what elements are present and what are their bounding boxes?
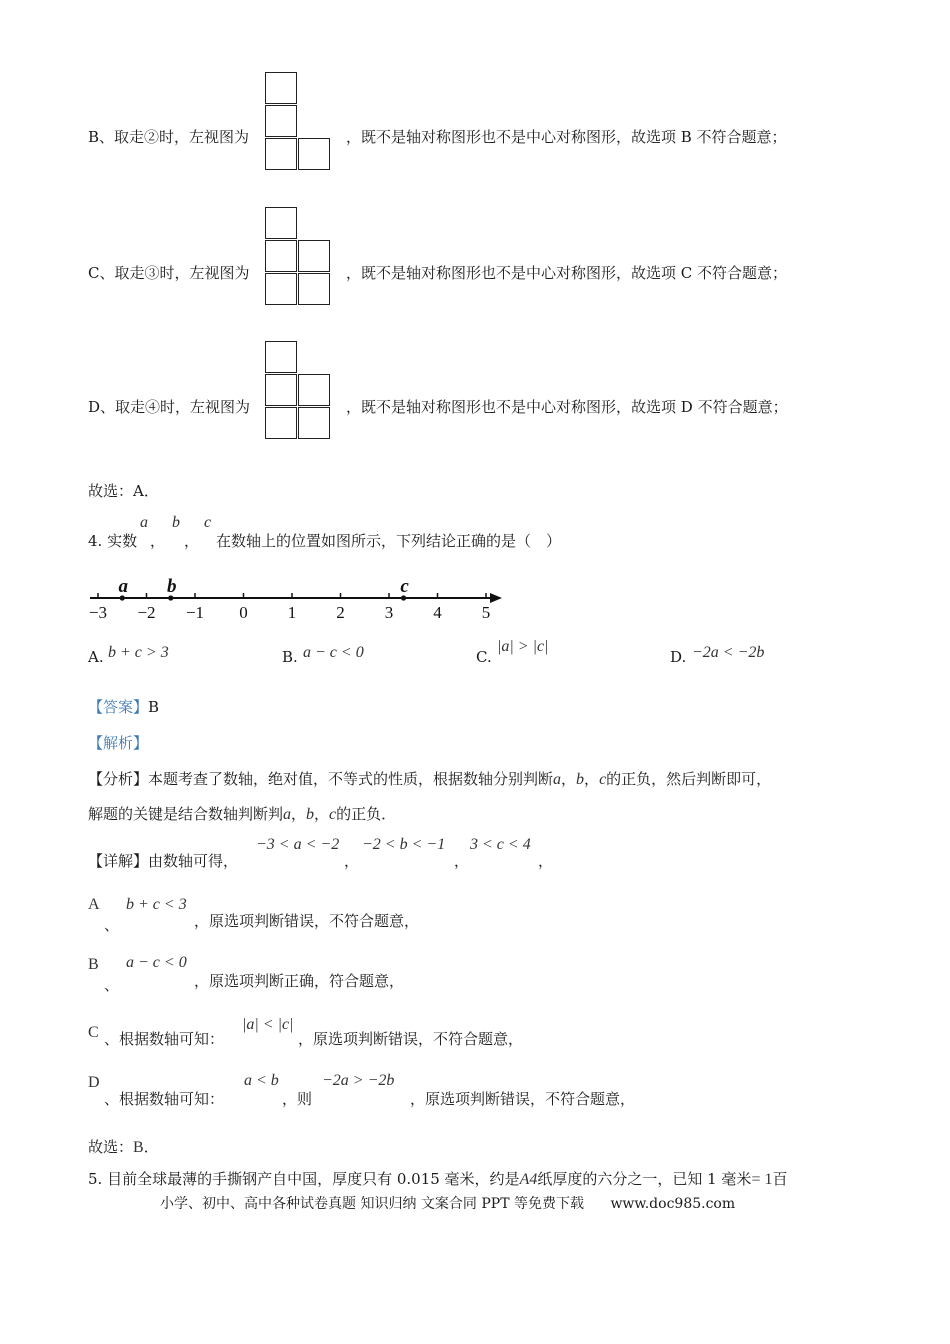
step-c-text: ，原选项判断错误，不符合题意， [298, 1030, 524, 1048]
tick-label-8: 5 [481, 603, 491, 622]
xiangjie-tag: 【详解】 [88, 852, 149, 870]
range-a: −3 < a < −2 [256, 836, 340, 853]
q4-option-a-label: A. [88, 648, 104, 666]
choice-prefix: 故选： [88, 1138, 134, 1156]
fenxi2-var-c: c [329, 806, 337, 823]
q5-paper: A4 [519, 1171, 538, 1188]
option-c-text-left: C、取走③时，左视图为 [88, 264, 250, 282]
fenxi-var-a: a [553, 771, 562, 788]
q4-option-b-label: B. [282, 648, 298, 666]
step-d-expr2: −2a > −2b [322, 1072, 395, 1089]
q4-sep-2: ， [184, 532, 200, 550]
tick-label-4: 1 [287, 603, 297, 622]
step-d-then: ，则 [282, 1090, 313, 1108]
q4-choice-line [88, 1136, 159, 1157]
tick-label-6: 3 [384, 603, 394, 622]
step-b-expr: a − c < 0 [126, 954, 187, 971]
answer-tag: 【答案】 [88, 698, 149, 716]
choice-end: ． [143, 1138, 159, 1156]
analysis-tag: 【解析】 [88, 734, 149, 752]
q4-suffix: 在数轴上的位置如图所示，下列结论正确的是（ ） [216, 532, 562, 550]
q5-middle: 纸厚度的六分之一，已知 1 毫米 [537, 1170, 752, 1188]
fenxi2-sep-1: ， [291, 805, 307, 823]
fenxi-text-2: 解题的关键是结合数轴判断判 [88, 805, 284, 823]
var-b: b [172, 514, 180, 531]
fenxi-text-1: 本题考查了数轴，绝对值，不等式的性质，根据数轴分别判断 [148, 770, 554, 788]
option-b-text-right: ，既不是轴对称图形也不是中心对称图形，故选项 B 不符合题意； [346, 128, 787, 146]
q4-option-a-expr: b + c > 3 [108, 644, 169, 661]
left-view-figure-c [265, 207, 333, 307]
fenxi2-var-a: a [283, 806, 292, 823]
footer-text: 小学、初中、高中各种试卷真题 知识归纳 文案合同 PPT 等免费下载 [160, 1196, 584, 1212]
answer-line [88, 696, 159, 717]
q4-option-c-expr: |a| > |c| [497, 638, 549, 655]
fenxi-var-b: b [576, 771, 585, 788]
step-d-expr: a < b [244, 1072, 279, 1089]
q5-end: 百 [772, 1170, 788, 1188]
step-b-text: ，原选项判断正确，符合题意， [194, 972, 405, 990]
q4-sep-1: ， [150, 532, 166, 550]
tick-label-0: −3 [88, 603, 108, 622]
q4-option-d-expr: −2a < −2b [692, 644, 765, 661]
choice-value: B [133, 1139, 144, 1156]
step-c-mid: 、根据数轴可知： [104, 1030, 225, 1048]
step-d-mid: 、根据数轴可知： [104, 1090, 225, 1108]
tick-label-7: 4 [433, 603, 442, 622]
step-a-expr: b + c < 3 [126, 896, 187, 913]
option-d-text-left: D、取走④时，左视图为 [88, 398, 251, 416]
tick-label-1: −2 [137, 603, 156, 622]
range-sep-2: ， [454, 852, 470, 870]
fenxi-text-1-end: 的正负，然后判断即可， [606, 770, 772, 788]
range-c: 3 < c < 4 [470, 836, 531, 853]
step-a-mid: 、 [104, 916, 120, 934]
footer-url[interactable]: www.doc985.com [610, 1196, 736, 1212]
point-label-b: b [167, 576, 177, 597]
step-c-expr: |a| < |c| [242, 1016, 294, 1033]
step-d-text: ，原选项判断错误，不符合题意， [410, 1090, 636, 1108]
q5-prefix: 5. 目前全球最薄的手撕钢产自中国，厚度只有 0.015 毫米，约是 [88, 1170, 520, 1188]
step-b-mid: 、 [104, 976, 120, 994]
fenxi-line-1 [88, 768, 771, 789]
step-d-label: D [88, 1074, 100, 1091]
answer-value: B [148, 698, 160, 716]
step-a-label: A [88, 896, 100, 913]
fenxi-sep-1: ， [561, 770, 577, 788]
option-b-text-left: B、取走②时，左视图为 [88, 128, 250, 146]
fenxi-var-c: c [599, 771, 607, 788]
xiangjie-text: 由数轴可得， [148, 852, 239, 870]
tick-label-3: 0 [239, 603, 248, 622]
xiangjie-line [88, 850, 238, 871]
left-view-figure-d [265, 341, 333, 441]
step-c-label: C [88, 1024, 99, 1041]
q4-option-d-label: D. [670, 648, 687, 666]
option-d-text-right: ，既不是轴对称图形也不是中心对称图形，故选项 D 不符合题意； [346, 398, 788, 416]
footer [160, 1193, 735, 1213]
fenxi-line-2 [88, 803, 396, 824]
option-c-text-right: ，既不是轴对称图形也不是中心对称图形，故选项 C 不符合题意； [346, 264, 788, 282]
fenxi-tag: 【分析】 [88, 770, 149, 788]
step-b-label: B [88, 956, 99, 973]
range-b: −2 < b < −1 [362, 836, 446, 853]
point-label-a: a [118, 576, 128, 597]
left-view-figure-b [265, 72, 333, 172]
number-line [86, 572, 516, 624]
prev-choice: 故选：A． [88, 482, 159, 500]
q4-option-b-expr: a − c < 0 [303, 644, 364, 661]
range-sep-1: ， [344, 852, 360, 870]
var-c: c [204, 514, 212, 531]
q4-prefix: 4. 实数 [88, 532, 138, 550]
fenxi2-var-b: b [306, 806, 315, 823]
range-sep-3: ， [538, 852, 554, 870]
step-a-text: ，原选项判断错误，不符合题意， [194, 912, 420, 930]
fenxi2-sep-2: ， [314, 805, 330, 823]
point-label-c: c [400, 576, 409, 597]
q4-option-c-label: C. [476, 648, 492, 666]
q5-eq: = 1 [751, 1171, 773, 1188]
q5-line [88, 1168, 787, 1189]
var-a: a [140, 514, 148, 531]
fenxi-sep-2: ， [584, 770, 600, 788]
fenxi-text-2-end: 的正负． [336, 805, 397, 823]
tick-label-2: −1 [185, 603, 205, 622]
tick-label-5: 2 [336, 603, 345, 622]
